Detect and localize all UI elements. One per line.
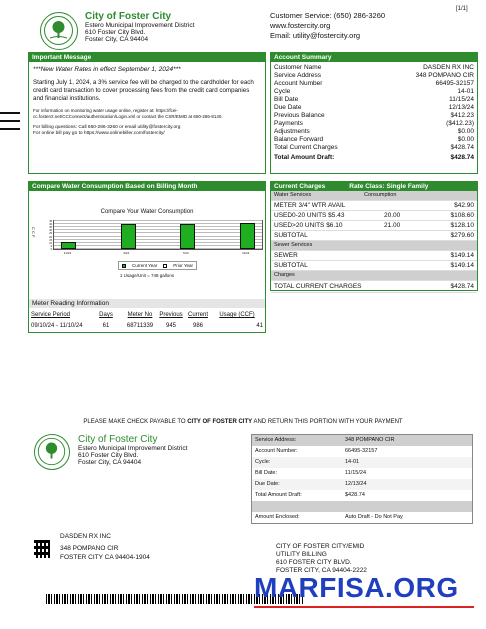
fold-mark-1: [0, 112, 20, 114]
rates-headline: ***New Water Rates in effect September 1, 2024***: [33, 66, 181, 73]
account-row-value: 12/13/24: [448, 104, 474, 111]
fee-paragraph: Starting July 1, 2024, a 3% service fee will be charged to the cardholder for each credit card transaction to cover processing fees from the credit card companies and financial institutions.: [33, 79, 254, 102]
stub-row-label: Total Amount Draft:: [255, 492, 302, 498]
account-summary-panel: [270, 52, 478, 174]
charge-label: USED0-20 UNITS $5.43: [274, 212, 345, 219]
y-tick-label: 45: [49, 220, 52, 223]
current-charges-title-bar: [271, 182, 477, 191]
account-row: [274, 136, 474, 144]
water-services-label: Water Services: [274, 192, 312, 198]
stub-row-value: $428.74: [345, 492, 365, 498]
y-tick-label: 35: [49, 226, 52, 230]
legend-prior-label: Prior Year: [173, 263, 194, 268]
charges-header: [271, 271, 477, 281]
stub-row-value: 12/13/24: [345, 481, 367, 487]
fold-mark-3: [0, 128, 20, 130]
account-row-value: ($412.23): [446, 120, 474, 127]
legend-prior-swatch: [163, 264, 167, 268]
rate-class: Rate Class: Single Family: [349, 183, 429, 190]
address-line-1: 610 Foster City Blvd.: [85, 29, 146, 36]
meter-table-row: [31, 323, 263, 329]
meter-value-cell: 945: [165, 323, 176, 329]
charge-qty: [384, 231, 432, 240]
stub-address-block: [78, 434, 187, 466]
chart-gridline: [54, 239, 262, 240]
total-draft-value: $428.74: [450, 154, 474, 161]
sewer-row: [271, 251, 477, 261]
stub-row: [252, 457, 472, 468]
watermark-underline: [254, 606, 474, 608]
x-tick-label: 11/24: [242, 251, 250, 255]
remit-line-3: 610 FOSTER CITY BLVD.: [276, 559, 352, 566]
legend-current-swatch: [122, 264, 126, 268]
stub-row: [252, 501, 472, 512]
account-row-label: Bill Date: [274, 96, 299, 103]
x-tick-label: 3/24: [123, 251, 130, 255]
remit-address-block: [276, 543, 367, 575]
stub-row-label: [255, 501, 345, 512]
charge-row: [271, 221, 477, 231]
chart-gridline: [54, 226, 262, 227]
account-row-label: Customer Name: [274, 64, 322, 71]
chart-gridline: [54, 236, 262, 237]
compare-title: Compare Water Consumption Based on Billing Month: [29, 182, 265, 191]
stub-city-seal-logo: [34, 434, 70, 470]
chart-legend: [118, 261, 197, 270]
remit-line-1: CITY OF FOSTER CITY/EMID: [276, 543, 365, 550]
qr-code: [34, 540, 50, 558]
sewer-label: SUBTOTAL: [274, 262, 308, 269]
y-tick-label: 10: [49, 241, 52, 245]
charge-amount: $128.10: [450, 222, 474, 229]
total-current-charges-row: [271, 281, 477, 293]
account-row-value: DASDEN RX INC: [423, 64, 474, 71]
account-row-label: Account Number: [274, 80, 323, 87]
stub-row-value: 14-01: [345, 459, 360, 465]
account-row-value: 14-01: [457, 88, 474, 95]
important-message-panel: [28, 52, 266, 174]
meter-header-cell: Service Period: [31, 312, 71, 318]
chart-gridline: [54, 245, 262, 246]
stub-summary-table: [251, 434, 473, 524]
charge-row: [271, 211, 477, 221]
charge-label: SUBTOTAL: [274, 232, 308, 239]
chart-bar: [61, 242, 76, 249]
account-row-value: $0.00: [457, 128, 474, 135]
account-row-value: $0.00: [457, 136, 474, 143]
chart-title: Compare Your Water Consumption: [100, 209, 194, 215]
stub-address-2: Foster City, CA 94404: [78, 459, 142, 466]
stub-row-label: Service Address:: [255, 437, 297, 443]
charge-qty: 21.00: [384, 222, 401, 229]
legend-current-label: Current Year: [132, 263, 158, 268]
meter-header-cell: Days: [99, 312, 113, 318]
chart-ylabel: C C F: [31, 227, 36, 238]
chart-bar: [240, 223, 255, 249]
stub-row: [252, 468, 472, 479]
y-tick-label: 30: [49, 229, 52, 233]
account-row: [274, 112, 474, 120]
header-address-block: [85, 11, 194, 43]
sewer-row: [271, 261, 477, 271]
stub-row-value: 348 POMPANO CIR: [345, 437, 395, 443]
charge-label: METER 3/4" WTR AVAIL: [274, 202, 346, 209]
customer-name: DASDEN RX INC: [60, 533, 111, 540]
total-current-charges-value: $428.74: [450, 283, 474, 290]
chart-gridline: [54, 232, 262, 233]
account-row: [274, 144, 474, 152]
stub-row-value: 66495-32157: [345, 448, 378, 454]
current-charges-panel: [270, 181, 478, 291]
stub-row: [252, 512, 472, 523]
y-tick-label: 25: [49, 232, 52, 236]
sewer-label: SEWER: [274, 252, 298, 259]
remit-line-4: FOSTER CITY, CA 94404-2222: [276, 567, 367, 574]
meter-value-cell: 61: [102, 323, 110, 329]
tree-icon: [41, 13, 76, 48]
account-row-label: Cycle: [274, 88, 291, 95]
account-row-value: 11/15/24: [449, 96, 474, 103]
chart-gridline: [54, 223, 262, 224]
stub-city-name: City of Foster City: [78, 434, 158, 445]
page-number: [1/1]: [456, 6, 468, 12]
consumption-label: Consumption: [364, 192, 397, 198]
stub-row-value: 11/15/24: [345, 470, 367, 476]
usage-unit-note: 1 Usage/Unit = 748 gallons: [119, 273, 175, 278]
sewer-services-header: [271, 241, 477, 251]
account-row: [274, 96, 474, 104]
account-row-label: Balance Forward: [274, 136, 324, 143]
fold-mark-2: [0, 120, 20, 122]
sewer-amount: $149.14: [450, 252, 474, 259]
charge-qty: [384, 201, 432, 210]
stub-row: [252, 479, 472, 490]
y-tick-label: 20: [49, 235, 52, 239]
billing-questions: For billing questions: Call 650-286-3260 or email utility@fostercity.org: [33, 125, 181, 130]
sewer-amount: $149.14: [450, 262, 474, 269]
y-tick-label: 0: [50, 248, 52, 251]
compare-consumption-panel: [28, 181, 266, 333]
account-row-label: Previous Balance: [274, 112, 325, 119]
current-charges-title: Current Charges: [274, 183, 326, 190]
account-row: [274, 80, 474, 88]
customer-address-block: [60, 544, 150, 562]
account-row-value: 66495-32157: [435, 80, 474, 87]
total-amount-draft: [271, 154, 477, 162]
meter-header-cell: Meter No: [127, 312, 153, 318]
contact-block: [270, 11, 385, 41]
meter-value-cell: 41: [256, 323, 263, 329]
account-row-label: Payments: [274, 120, 303, 127]
payable-instruction: [0, 419, 486, 425]
payable-text-before: PLEASE MAKE CHECK PAYABLE TO: [83, 419, 188, 425]
email-link[interactable]: Email: utility@fostercity.org: [270, 31, 360, 40]
account-row-value: 348 POMPANO CIR: [415, 72, 474, 79]
chart-gridline: [54, 220, 262, 221]
stub-row-label: Bill Date:: [255, 470, 278, 476]
account-row-value: $428.74: [450, 144, 474, 151]
payable-text-bold: CITY OF FOSTER CITY: [187, 419, 253, 425]
website-link[interactable]: www.fostercity.org: [270, 21, 331, 30]
city-seal-logo: [40, 12, 78, 50]
meter-reading-title: Meter Reading Information: [29, 299, 265, 308]
account-row: [274, 72, 474, 80]
stub-row: [252, 490, 472, 501]
city-name: City of Foster City: [85, 11, 172, 22]
total-current-charges-label: TOTAL CURRENT CHARGES: [274, 283, 362, 290]
charge-amount: $108.60: [450, 212, 474, 219]
account-row: [274, 64, 474, 72]
account-row: [274, 128, 474, 136]
chart-gridline: [54, 229, 262, 230]
account-row: [274, 104, 474, 112]
meter-header-cell: Current: [187, 312, 208, 318]
account-row-label: Total Current Charges: [274, 144, 338, 151]
stub-row-label: Cycle:: [255, 459, 271, 465]
charge-qty: 20.00: [384, 212, 401, 219]
account-row-label: Due Date: [274, 104, 302, 111]
customer-address-1: 348 POMPANO CIR: [60, 545, 119, 552]
charge-row: [271, 201, 477, 211]
stub-row: [252, 446, 472, 457]
address-line-2: Foster City, CA 94404: [85, 36, 149, 43]
x-tick-label: 7/24: [182, 251, 189, 255]
consumption-chart: [47, 220, 269, 256]
stub-row: [252, 435, 472, 446]
charge-row: [271, 231, 477, 241]
district-name: Estero Municipal Improvement District: [85, 22, 195, 29]
remit-line-2: UTILITY BILLING: [276, 551, 327, 558]
stub-row-label: Due Date:: [255, 481, 280, 487]
y-tick-label: 5: [50, 244, 52, 248]
watermark: MARFISA.ORG: [254, 572, 459, 603]
account-row: [274, 88, 474, 96]
stub-row-label: Account Number:: [255, 448, 298, 454]
stub-row-label: Amount Enclosed:: [255, 514, 300, 520]
payable-text-after: AND RETURN THIS PORTION WITH YOUR PAYMENT: [252, 419, 403, 425]
chart-bar: [180, 224, 195, 250]
online-bill-pay: For online bill pay go to https://www.onlinebiller.com/fostercity/: [33, 131, 165, 136]
account-row-label: Adjustments: [274, 128, 310, 135]
meter-header-cell: Previous: [159, 312, 183, 318]
chart-bar: [121, 224, 136, 250]
total-draft-label: Total Amount Draft:: [274, 154, 335, 161]
charge-amount: $279.60: [450, 232, 474, 239]
stub-row-value: Auto Draft - Do Not Pay: [345, 514, 403, 520]
important-message-title: Important Message: [29, 53, 265, 62]
sewer-services-label: Sewer Services: [274, 242, 313, 248]
account-row-value: $412.23: [450, 112, 474, 119]
meter-value-cell: 09/10/24 - 11/10/24: [31, 323, 83, 329]
charge-label: USED>20 UNITS $6.10: [274, 222, 343, 229]
x-tick-label: 11/23: [63, 251, 72, 255]
meter-value-cell: 986: [192, 323, 203, 329]
water-services-header: [271, 191, 477, 201]
account-row-label: Service Address: [274, 72, 321, 79]
chart-gridline: [54, 242, 262, 243]
chart-plot-area: [50, 220, 263, 251]
customer-address-2: FOSTER CITY CA 94404-1904: [60, 554, 150, 561]
charges-label: Charges: [274, 272, 295, 278]
service-phone: Customer Service: (650) 286-3260: [270, 11, 386, 20]
stub-tree-icon: [35, 435, 68, 468]
meter-header-cell: Usage (CCF): [219, 312, 255, 318]
stub-district: Estero Municipal Improvement District: [78, 445, 188, 452]
account-row: [274, 120, 474, 128]
y-tick-label: 40: [49, 223, 52, 227]
chart-gridline: [54, 248, 262, 249]
monitoring-info: For information on monitoring water usage online, register at: https://fcei-cc.fosterct.net/CCConnect/authentication/Login.xml or contact the CSR/EMID at 650-286-8140.: [33, 108, 223, 119]
charge-amount: $42.90: [454, 202, 474, 209]
account-summary-title: Account Summary: [271, 53, 477, 62]
stub-address-1: 610 Foster City Blvd.: [78, 452, 139, 459]
meter-value-cell: 68711339: [126, 323, 154, 329]
y-tick-label: 15: [49, 238, 52, 242]
meter-table-header: [31, 312, 263, 318]
